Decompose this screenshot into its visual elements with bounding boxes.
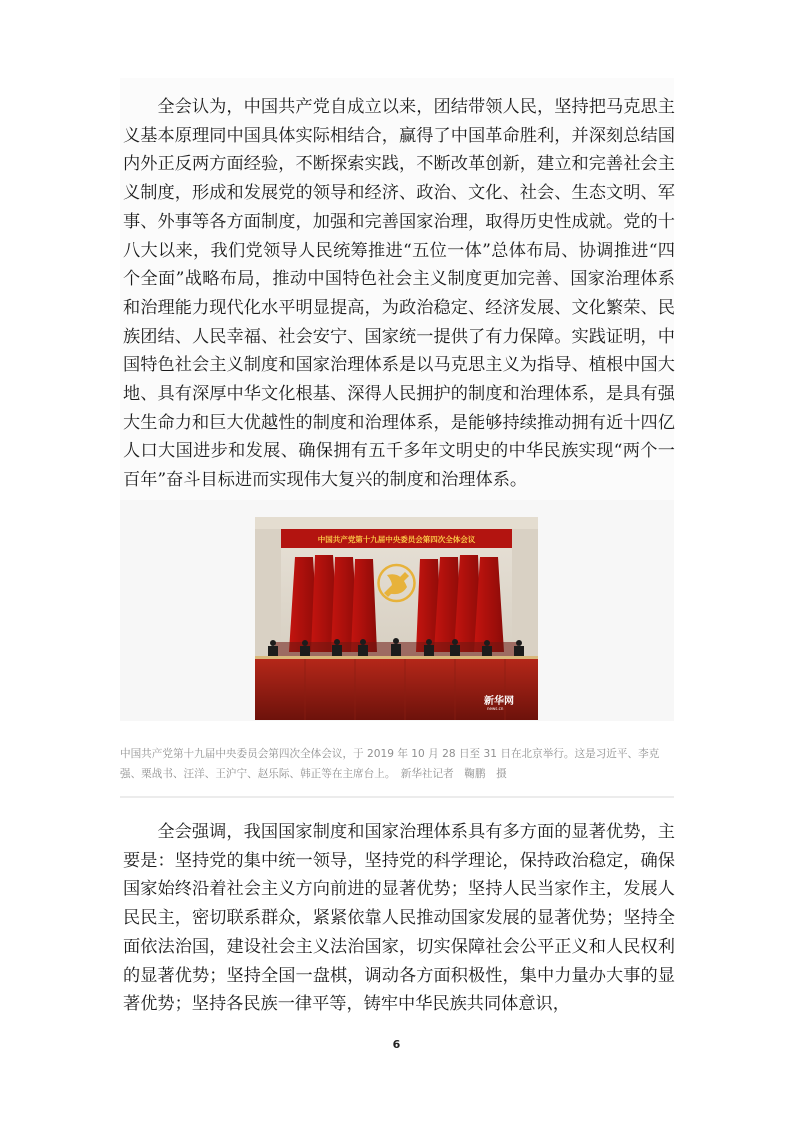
divider: [120, 796, 674, 798]
watermark-subtext: news.cn: [487, 706, 504, 711]
red-flags-right: [416, 555, 504, 652]
page-number: 6: [392, 1038, 401, 1051]
photo-illustration: [255, 517, 538, 720]
photo-caption: 中国共产党第十九届中央委员会第四次全体会议，于 2019 年 10 月 28 日至 31 日在北京举行。这是习近平、李克强、栗战书、汪洋、王沪宁、赵乐际、韩正等在主席台上。 新华社记者 鞠鹏 摄: [120, 748, 660, 780]
red-flags-left: [289, 555, 377, 652]
rostrum-figures: [268, 638, 524, 656]
plenary-session-photo: [255, 517, 538, 720]
paragraph-1: 全会认为，中国共产党自成立以来，团结带领人民，坚持把马克思主义基本原理同中国具体实际相结合，赢得了中国革命胜利，并深刻总结国内外正反两方面经验，不断探索实践，不断改革创新，建立和完善社会主义制度，形成和发展党的领导和经济、政治、文化、社会、生态文明、军事、外事等各方面制度，加强和完善国家治理，取得历史性成就。党的十八大以来，我们党领导人民统筹推进“五位一体”总体布局、协调推进“四个全面”战略布局，推动中国特色社会主义制度更加完善、国家治理体系和治理能力现代化水平明显提高，为政治稳定、经济发展、文化繁荣、民族团结、人民幸福、社会安宁、国家统一提供了有力保障。实践证明，中国特色社会主义制度和国家治理体系是以马克思主义为指导、植根中国大地、具有深厚中华文化根基、深得人民拥护的制度和治理体系，是具有强大生命力和巨大优越性的制度和治理体系，是能够持续推动拥有近十四亿人口大国进步和发展、确保拥有五千多年文明史的中华民族实现“两个一百年”奋斗目标进而实现伟大复兴的制度和治理体系。: [123, 97, 675, 491]
banner-text: 中国共产党第十九届中央委员会第四次全体会议: [317, 535, 476, 544]
watermark-text: 新华网: [484, 696, 514, 707]
paragraph-2: 全会强调，我国国家制度和国家治理体系具有多方面的显著优势，主要是：坚持党的集中统一领导，坚持党的科学理论，保持政治稳定，确保国家始终沿着社会主义方向前进的显著优势；坚持人民当家作主，发展人民民主，密切联系群众，紧紧依靠人民推动国家发展的显著优势；坚持全面依法治国，建设社会主义法治国家，切实保障社会公平正义和人民权利的显著优势；坚持全国一盘棋，调动各方面积极性，集中力量办大事的显著优势；坚持各民族一律平等，铸牢中华民族共同体意识，: [123, 822, 675, 1015]
